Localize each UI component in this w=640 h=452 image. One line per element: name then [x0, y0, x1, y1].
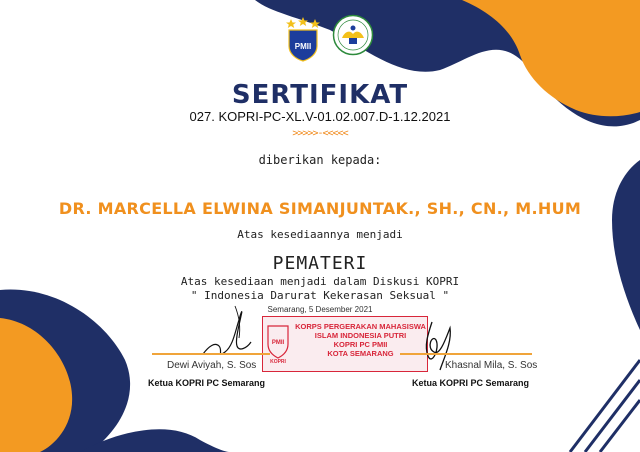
given-to-label: diberikan kepada:	[258, 153, 382, 167]
event-context: Atas kesediaan menjadi dalam Diskusi KOPRI	[180, 275, 460, 288]
recipient-name: DR. MARCELLA ELWINA SIMANJUNTAK., SH., CN., M.HUM	[58, 199, 582, 218]
certificate-title: SERTIFIKAT	[231, 80, 409, 110]
svg-text:PMII: PMII	[271, 340, 285, 346]
stamp-line: KOPRI PC PMII	[333, 340, 388, 349]
willingness-text: Atas kesediaannya menjadi	[237, 228, 403, 241]
diagonal-line	[570, 360, 640, 452]
kopri-circle-logo-icon	[332, 14, 374, 56]
pmii-shield-logo-icon	[286, 16, 320, 62]
certificate-number: 027. KOPRI-PC-XL.V-01.02.007.D-1.12.2021	[189, 109, 451, 124]
stamp-line: KORPS PERGERAKAN MAHASISWA	[295, 322, 426, 331]
role-title: PEMATERI	[272, 253, 368, 274]
diagonal-line	[585, 380, 640, 452]
svg-text:KOPRI: KOPRI	[270, 359, 286, 364]
left-signatory-title: Ketua KOPRI PC Semarang	[148, 378, 266, 388]
left-signatory-name: Dewi Aviyah, S. Sos	[167, 360, 257, 371]
right-signature-line	[400, 353, 532, 355]
ornament-divider: >>>>>-<<<<<	[292, 128, 348, 139]
right-signatory-title: Ketua KOPRI PC Semarang	[412, 378, 530, 388]
svg-text:PMII: PMII	[294, 42, 312, 51]
event-theme: " Indonesia Darurat Kekerasan Seksual "	[190, 289, 450, 302]
stamp-line: ISLAM INDONESIA PUTRI	[314, 331, 407, 340]
stamp-line: KOTA SEMARANG	[327, 349, 394, 358]
right-signatory-name: Khasnal Mila, S. Sos	[445, 360, 538, 371]
left-signature-line	[152, 353, 270, 355]
place-date: Semarang, 5 Desember 2021	[267, 305, 373, 314]
